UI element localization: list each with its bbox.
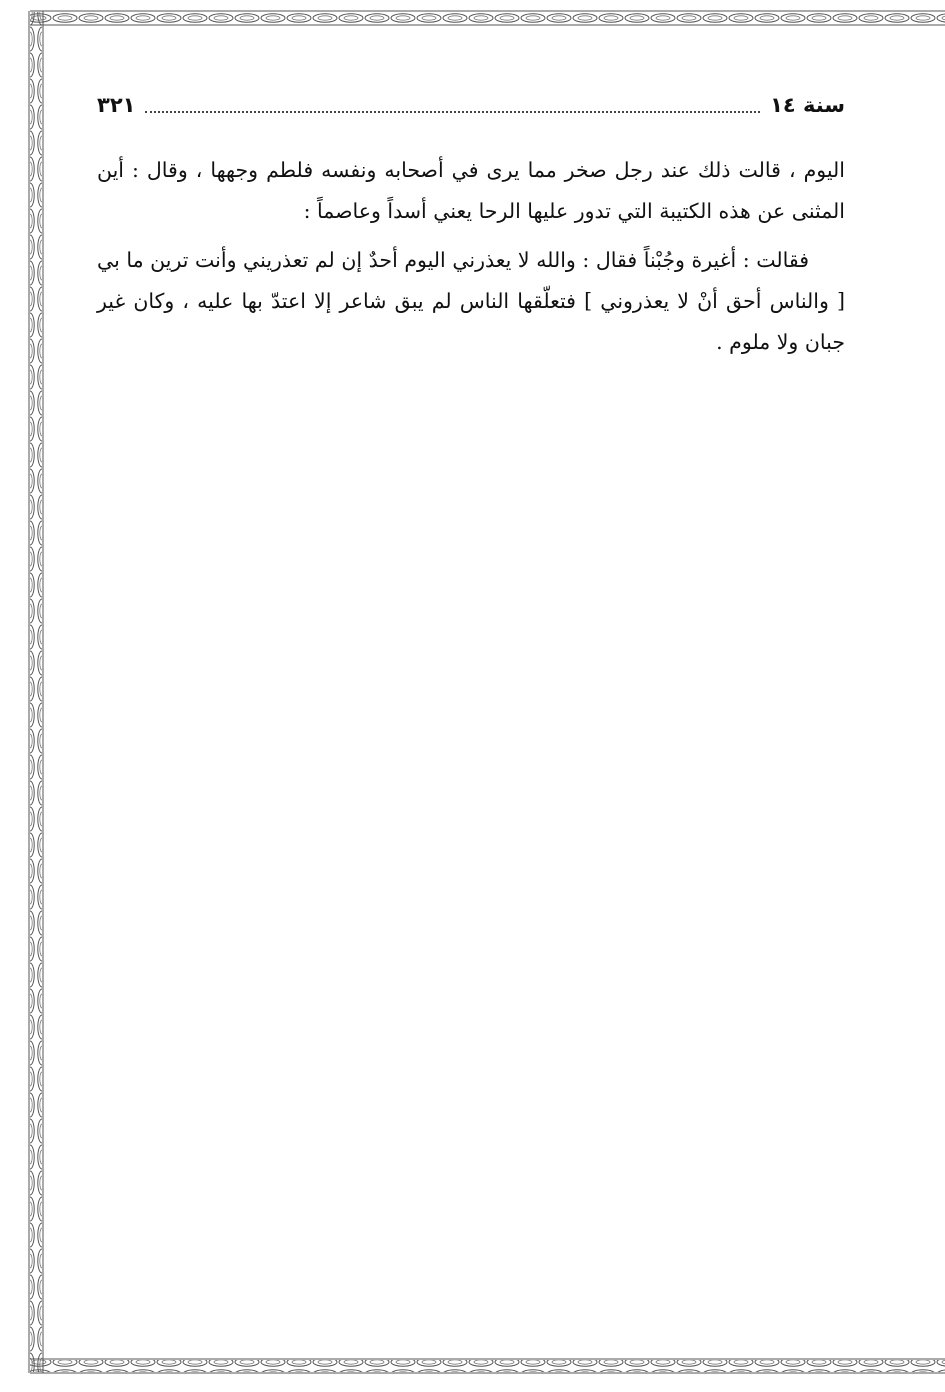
page-header (97, 88, 845, 122)
paragraph: اليوم ، قالت ذلك عند رجل صخر مما يرى في أصحابه ونفسه فلطم وجهها ، وقال : أين المثنى عن هذه الكتيبة التي تدور عليها الرحا يعني أسداً وعاصماً : (97, 158, 845, 223)
running-title: سنة ١٤ (770, 93, 845, 117)
dotted-leader (145, 111, 760, 113)
paragraph: فقالت : أغيرة وجُبْناً فقال : والله لا يعذرني اليوم أحدٌ إن لم تعذريني وأنت ترين ما بي [ والناس أحق أنْ لا يعذروني ] فتعلّقها الناس لم يبق شاعر إلا اعتدّ بها عليه ، وكان غير جبان ولا ملوم . (97, 248, 845, 354)
page-number: ٣٢١ (97, 93, 136, 117)
body-text (97, 150, 845, 363)
